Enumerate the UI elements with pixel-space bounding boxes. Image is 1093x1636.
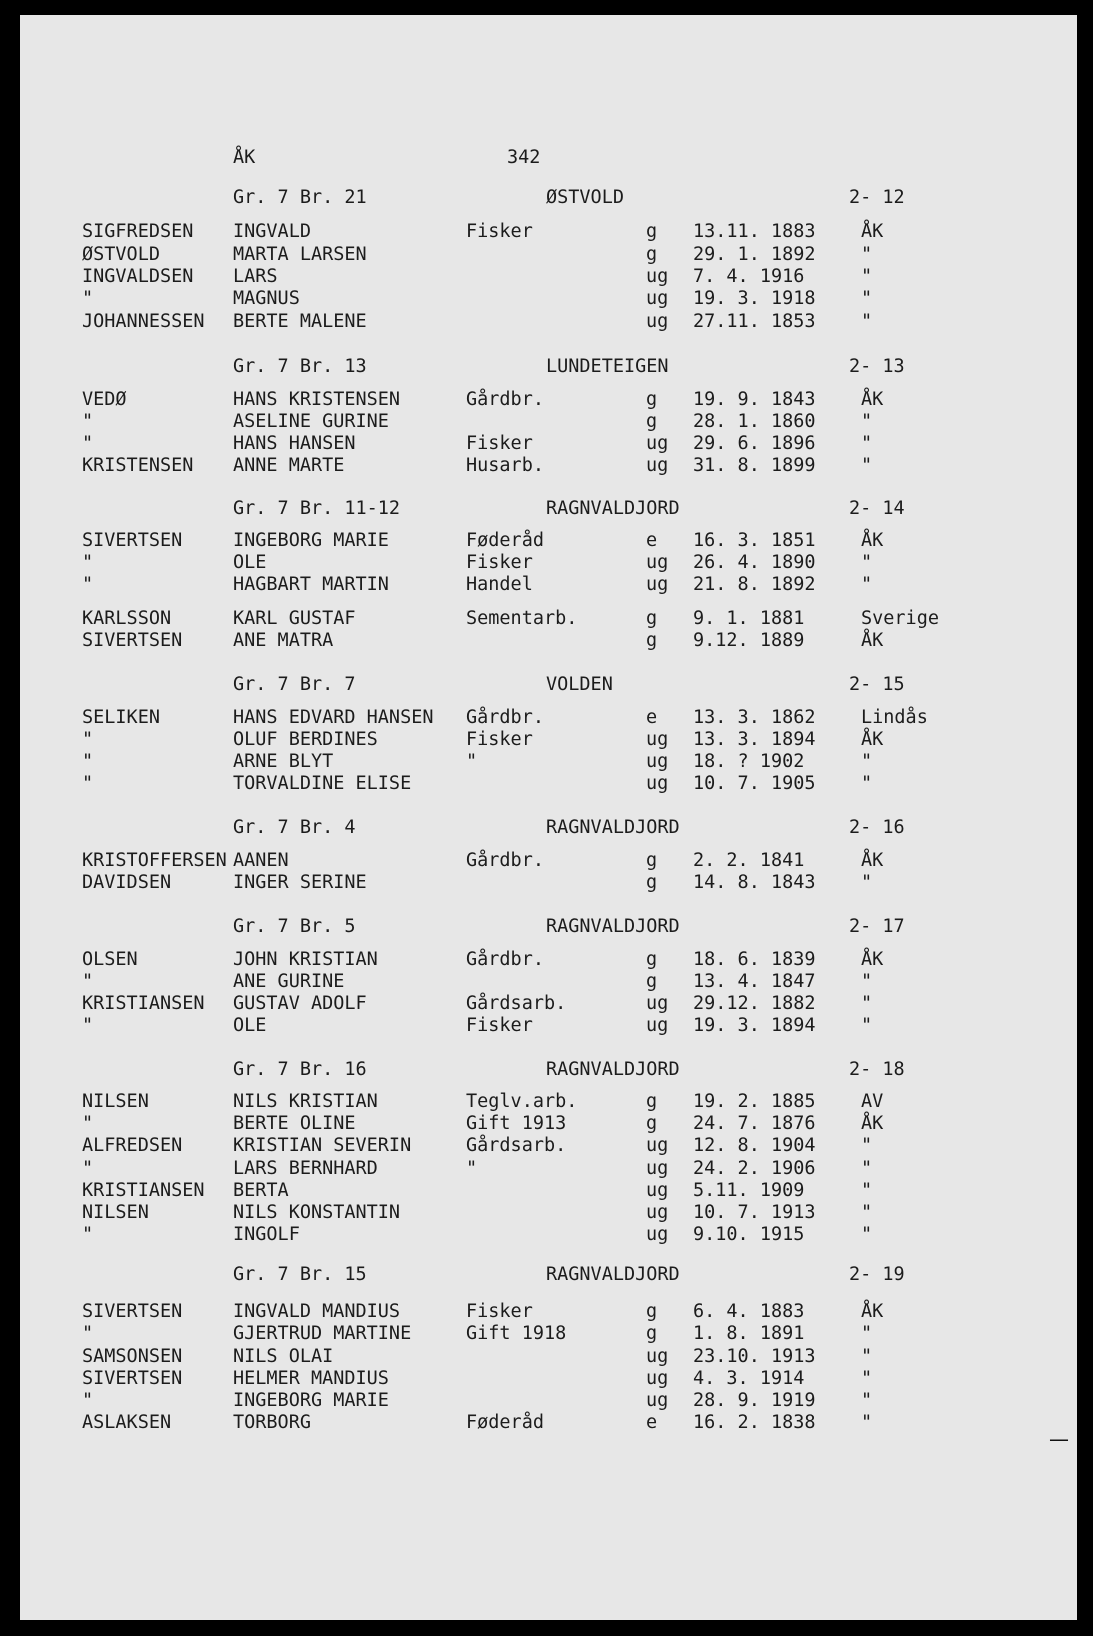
birth-place: ": [861, 244, 873, 265]
birth-place: ": [861, 1224, 873, 1245]
surname: KRISTIANSEN: [82, 993, 205, 1014]
given-names: AANEN: [233, 850, 289, 871]
birth-date: 13.11. 1883: [693, 221, 816, 242]
occupation: Fisker: [466, 552, 533, 573]
surname: ": [82, 574, 94, 595]
birth-date: 18. ? 1902: [693, 751, 805, 772]
marital-status: ug: [646, 1368, 669, 1389]
occupation: Gårdsarb.: [466, 1135, 567, 1156]
birth-date: 29.12. 1882: [693, 993, 816, 1014]
birth-place: ": [861, 288, 873, 309]
section-reference: Gr. 7 Br. 15: [233, 1264, 367, 1285]
occupation: Gift 1918: [466, 1323, 567, 1344]
surname: NILSEN: [82, 1202, 149, 1223]
birth-place: ": [861, 1368, 873, 1389]
marital-status: ug: [646, 1224, 669, 1245]
given-names: INGVALD MANDIUS: [233, 1301, 401, 1322]
marital-status: g: [646, 221, 658, 242]
surname: ": [82, 729, 94, 750]
birth-date: 1. 8. 1891: [693, 1323, 805, 1344]
surname: ": [82, 288, 94, 309]
surname: SIGFREDSEN: [82, 221, 194, 242]
birth-date: 4. 3. 1914: [693, 1368, 805, 1389]
surname: ": [82, 1390, 94, 1411]
given-names: HAGBART MARTIN: [233, 574, 389, 595]
given-names: NILS KONSTANTIN: [233, 1202, 401, 1223]
margin-mark: —: [1049, 1427, 1069, 1451]
page-number: 342: [507, 147, 541, 168]
marital-status: g: [646, 850, 658, 871]
birth-place: ": [861, 552, 873, 573]
birth-date: 28. 1. 1860: [693, 411, 816, 432]
birth-date: 23.10. 1913: [693, 1346, 816, 1367]
birth-date: 27.11. 1853: [693, 311, 816, 332]
marital-status: ug: [646, 433, 669, 454]
section-number: 2- 14: [849, 498, 905, 519]
surname: ": [82, 1015, 94, 1036]
section-number: 2- 12: [849, 187, 905, 208]
given-names: INGER SERINE: [233, 872, 367, 893]
section-reference: Gr. 7 Br. 5: [233, 916, 356, 937]
given-names: ANE GURINE: [233, 971, 345, 992]
birth-place: ": [861, 1135, 873, 1156]
occupation: Føderåd: [466, 530, 544, 551]
occupation: Fisker: [466, 729, 533, 750]
given-names: TORBORG: [233, 1412, 311, 1433]
surname: ": [82, 751, 94, 772]
occupation: Fisker: [466, 1015, 533, 1036]
marital-status: ug: [646, 993, 669, 1014]
occupation: Sementarb.: [466, 608, 578, 629]
section-number: 2- 18: [849, 1059, 905, 1080]
birth-place: ": [861, 311, 873, 332]
marital-status: g: [646, 411, 658, 432]
occupation: Fisker: [466, 433, 533, 454]
birth-date: 10. 7. 1913: [693, 1202, 816, 1223]
marital-status: ug: [646, 1202, 669, 1223]
surname: ": [82, 433, 94, 454]
birth-date: 10. 7. 1905: [693, 773, 816, 794]
marital-status: ug: [646, 751, 669, 772]
marital-status: g: [646, 1091, 658, 1112]
given-names: NILS KRISTIAN: [233, 1091, 378, 1112]
birth-place: ": [861, 872, 873, 893]
given-names: GUSTAV ADOLF: [233, 993, 367, 1014]
occupation: ": [466, 751, 478, 772]
birth-date: 9. 1. 1881: [693, 608, 805, 629]
birth-date: 13. 3. 1862: [693, 707, 816, 728]
section-number: 2- 15: [849, 674, 905, 695]
birth-place: ÅK: [861, 630, 884, 651]
farm-name: RAGNVALDJORD: [546, 916, 680, 937]
given-names: KARL GUSTAF: [233, 608, 356, 629]
birth-place: ": [861, 773, 873, 794]
birth-date: 29. 1. 1892: [693, 244, 816, 265]
given-names: ARNE BLYT: [233, 751, 334, 772]
farm-name: LUNDETEIGEN: [546, 356, 669, 377]
marital-status: ug: [646, 266, 669, 287]
surname: NILSEN: [82, 1091, 149, 1112]
occupation: Husarb.: [466, 455, 544, 476]
surname: ": [82, 1113, 94, 1134]
birth-place: ": [861, 1346, 873, 1367]
surname: ØSTVOLD: [82, 244, 160, 265]
occupation: Handel: [466, 574, 533, 595]
given-names: BERTE MALENE: [233, 311, 367, 332]
marital-status: e: [646, 530, 658, 551]
surname: KRISTENSEN: [82, 455, 194, 476]
marital-status: e: [646, 1412, 658, 1433]
given-names: ASELINE GURINE: [233, 411, 389, 432]
given-names: OLUF BERDINES: [233, 729, 378, 750]
parish-heading: ÅK: [233, 147, 256, 168]
surname: ": [82, 971, 94, 992]
birth-place: ÅK: [861, 729, 884, 750]
birth-place: ": [861, 433, 873, 454]
marital-status: g: [646, 389, 658, 410]
birth-date: 19. 3. 1894: [693, 1015, 816, 1036]
surname: OLSEN: [82, 949, 138, 970]
birth-place: ÅK: [861, 1301, 884, 1322]
marital-status: ug: [646, 574, 669, 595]
marital-status: g: [646, 608, 658, 629]
given-names: ANE MATRA: [233, 630, 334, 651]
marital-status: ug: [646, 288, 669, 309]
farm-name: RAGNVALDJORD: [546, 498, 680, 519]
birth-date: 19. 2. 1885: [693, 1091, 816, 1112]
birth-date: 6. 4. 1883: [693, 1301, 805, 1322]
surname: INGVALDSEN: [82, 266, 194, 287]
section-reference: Gr. 7 Br. 11-12: [233, 498, 401, 519]
surname: ": [82, 773, 94, 794]
birth-date: 14. 8. 1843: [693, 872, 816, 893]
marital-status: ug: [646, 1346, 669, 1367]
given-names: BERTA: [233, 1180, 289, 1201]
section-reference: Gr. 7 Br. 7: [233, 674, 356, 695]
birth-date: 24. 7. 1876: [693, 1113, 816, 1134]
birth-date: 12. 8. 1904: [693, 1135, 816, 1156]
surname: SIVERTSEN: [82, 530, 183, 551]
given-names: INGVALD: [233, 221, 311, 242]
birth-place: ÅK: [861, 389, 884, 410]
surname: ": [82, 1158, 94, 1179]
birth-place: ": [861, 574, 873, 595]
marital-status: ug: [646, 729, 669, 750]
marital-status: g: [646, 630, 658, 651]
surname: ": [82, 411, 94, 432]
birth-date: 19. 3. 1918: [693, 288, 816, 309]
birth-date: 19. 9. 1843: [693, 389, 816, 410]
section-number: 2- 19: [849, 1264, 905, 1285]
occupation: Gårdbr.: [466, 850, 544, 871]
occupation: Gårdbr.: [466, 707, 544, 728]
birth-place: ": [861, 1202, 873, 1223]
given-names: BERTE OLINE: [233, 1113, 356, 1134]
given-names: HELMER MANDIUS: [233, 1368, 389, 1389]
birth-date: 26. 4. 1890: [693, 552, 816, 573]
birth-date: 28. 9. 1919: [693, 1390, 816, 1411]
marital-status: g: [646, 872, 658, 893]
given-names: KRISTIAN SEVERIN: [233, 1135, 412, 1156]
birth-place: ": [861, 751, 873, 772]
marital-status: ug: [646, 1015, 669, 1036]
surname: ASLAKSEN: [82, 1412, 172, 1433]
birth-date: 7. 4. 1916: [693, 266, 805, 287]
given-names: OLE: [233, 552, 267, 573]
given-names: ANNE MARTE: [233, 455, 345, 476]
birth-place: ÅK: [861, 850, 884, 871]
birth-date: 13. 4. 1847: [693, 971, 816, 992]
section-reference: Gr. 7 Br. 13: [233, 356, 367, 377]
surname: ": [82, 1323, 94, 1344]
given-names: NILS OLAI: [233, 1346, 334, 1367]
birth-place: ": [861, 1015, 873, 1036]
marital-status: ug: [646, 1180, 669, 1201]
given-names: HANS KRISTENSEN: [233, 389, 401, 410]
birth-place: ": [861, 971, 873, 992]
given-names: HANS HANSEN: [233, 433, 356, 454]
section-number: 2- 16: [849, 817, 905, 838]
marital-status: ug: [646, 1135, 669, 1156]
marital-status: g: [646, 244, 658, 265]
birth-place: Lindås: [861, 707, 928, 728]
birth-place: ": [861, 1158, 873, 1179]
birth-date: 24. 2. 1906: [693, 1158, 816, 1179]
marital-status: g: [646, 1113, 658, 1134]
surname: ": [82, 552, 94, 573]
marital-status: e: [646, 707, 658, 728]
birth-place: ÅK: [861, 1113, 884, 1134]
surname: SIVERTSEN: [82, 1301, 183, 1322]
given-names: MARTA LARSEN: [233, 244, 367, 265]
given-names: LARS: [233, 266, 278, 287]
birth-date: 13. 3. 1894: [693, 729, 816, 750]
occupation: Gårdbr.: [466, 389, 544, 410]
birth-place: ": [861, 411, 873, 432]
given-names: TORVALDINE ELISE: [233, 773, 412, 794]
birth-place: AV: [861, 1091, 884, 1112]
marital-status: ug: [646, 455, 669, 476]
surname: KARLSSON: [82, 608, 172, 629]
birth-date: 16. 2. 1838: [693, 1412, 816, 1433]
birth-place: ": [861, 266, 873, 287]
surname: ": [82, 1224, 94, 1245]
section-reference: Gr. 7 Br. 16: [233, 1059, 367, 1080]
surname: VEDØ: [82, 389, 127, 410]
occupation: Føderåd: [466, 1412, 544, 1433]
farm-name: VOLDEN: [546, 674, 613, 695]
surname: KRISTOFFERSEN: [82, 850, 227, 871]
occupation: ": [466, 1158, 478, 1179]
birth-date: 5.11. 1909: [693, 1180, 805, 1201]
occupation: Teglv.arb.: [466, 1091, 578, 1112]
surname: SIVERTSEN: [82, 630, 183, 651]
marital-status: g: [646, 1301, 658, 1322]
surname: ALFREDSEN: [82, 1135, 183, 1156]
birth-place: ": [861, 1180, 873, 1201]
occupation: Fisker: [466, 221, 533, 242]
surname: SELIKEN: [82, 707, 160, 728]
given-names: GJERTRUD MARTINE: [233, 1323, 412, 1344]
surname: SIVERTSEN: [82, 1368, 183, 1389]
birth-place: ÅK: [861, 949, 884, 970]
marital-status: ug: [646, 311, 669, 332]
surname: SAMSONSEN: [82, 1346, 183, 1367]
occupation: Gårdbr.: [466, 949, 544, 970]
birth-place: ÅK: [861, 530, 884, 551]
given-names: MAGNUS: [233, 288, 300, 309]
farm-name: RAGNVALDJORD: [546, 1264, 680, 1285]
farm-name: RAGNVALDJORD: [546, 1059, 680, 1080]
surname: KRISTIANSEN: [82, 1180, 205, 1201]
occupation: Gift 1913: [466, 1113, 567, 1134]
birth-date: 2. 2. 1841: [693, 850, 805, 871]
surname: DAVIDSEN: [82, 872, 172, 893]
marital-status: ug: [646, 1158, 669, 1179]
given-names: INGOLF: [233, 1224, 300, 1245]
given-names: INGEBORG MARIE: [233, 1390, 389, 1411]
birth-place: ": [861, 1323, 873, 1344]
surname: JOHANNESSEN: [82, 311, 205, 332]
marital-status: ug: [646, 773, 669, 794]
birth-place: ": [861, 993, 873, 1014]
birth-date: 16. 3. 1851: [693, 530, 816, 551]
birth-place: ÅK: [861, 221, 884, 242]
marital-status: g: [646, 1323, 658, 1344]
marital-status: g: [646, 949, 658, 970]
birth-date: 31. 8. 1899: [693, 455, 816, 476]
farm-name: RAGNVALDJORD: [546, 817, 680, 838]
section-number: 2- 17: [849, 916, 905, 937]
section-number: 2- 13: [849, 356, 905, 377]
given-names: INGEBORG MARIE: [233, 530, 389, 551]
birth-date: 9.10. 1915: [693, 1224, 805, 1245]
document-page: [20, 15, 1077, 1620]
birth-date: 9.12. 1889: [693, 630, 805, 651]
section-reference: Gr. 7 Br. 21: [233, 187, 367, 208]
birth-place: ": [861, 1390, 873, 1411]
given-names: LARS BERNHARD: [233, 1158, 378, 1179]
marital-status: g: [646, 971, 658, 992]
birth-place: ": [861, 455, 873, 476]
marital-status: ug: [646, 1390, 669, 1411]
occupation: Fisker: [466, 1301, 533, 1322]
given-names: JOHN KRISTIAN: [233, 949, 378, 970]
birth-date: 18. 6. 1839: [693, 949, 816, 970]
given-names: OLE: [233, 1015, 267, 1036]
marital-status: ug: [646, 552, 669, 573]
birth-date: 29. 6. 1896: [693, 433, 816, 454]
section-reference: Gr. 7 Br. 4: [233, 817, 356, 838]
farm-name: ØSTVOLD: [546, 187, 624, 208]
birth-place: Sverige: [861, 608, 939, 629]
birth-date: 21. 8. 1892: [693, 574, 816, 595]
given-names: HANS EDVARD HANSEN: [233, 707, 434, 728]
birth-place: ": [861, 1412, 873, 1433]
occupation: Gårdsarb.: [466, 993, 567, 1014]
